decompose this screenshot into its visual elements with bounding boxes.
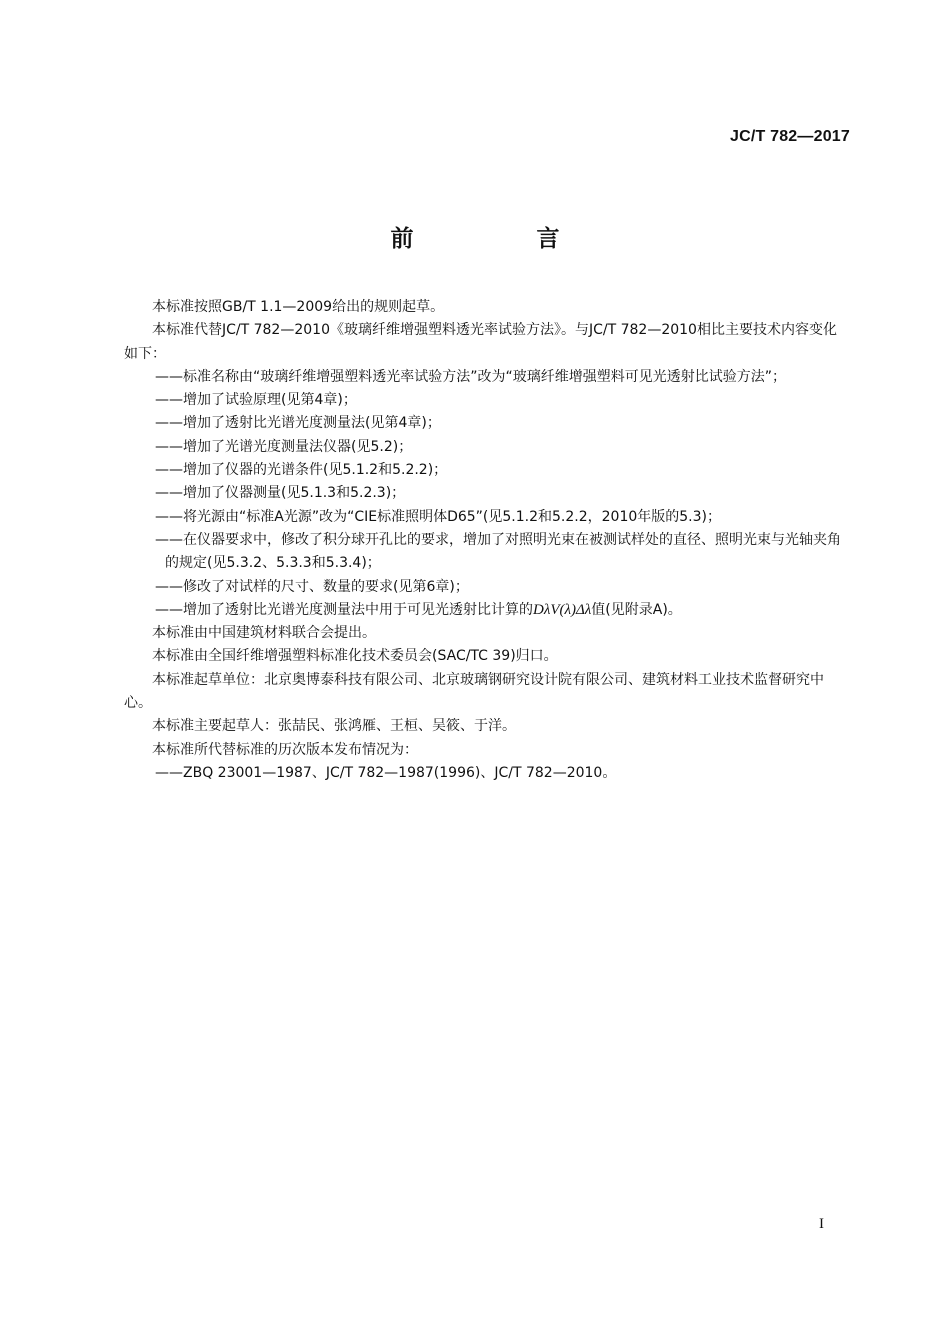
change-item: ——增加了光谱光度测量法仪器(见5.2)；	[155, 438, 413, 455]
change-item: ——增加了仪器测量(见5.1.3和5.2.3)；	[155, 485, 406, 502]
administration-paragraph: 本标准由全国纤维增强塑料标准化技术委员会(SAC/TC 39)归口。	[152, 648, 558, 665]
history-intro-paragraph: 本标准所代替标准的历次版本发布情况为：	[152, 741, 418, 758]
drafting-units-paragraph: 本标准起草单位：北京奥博泰科技有限公司、北京玻璃钢研究设计院有限公司、建筑材料工业技术监督研究中心。	[124, 671, 824, 712]
replacement-paragraph: 本标准代替JC/T 782—2010《玻璃纤维增强塑料透光率试验方法》。与JC/T 782—2010相比主要技术内容变化如下：	[124, 322, 837, 362]
change-item: ——修改了对试样的尺寸、数量的要求(见第6章)；	[155, 578, 469, 595]
drafting-rules-paragraph: 本标准按照GB/T 1.1—2009给出的规则起草。	[152, 299, 445, 315]
change-item: ——增加了仪器的光谱条件(见5.1.2和5.2.2)；	[155, 462, 448, 479]
document-body	[124, 296, 850, 785]
standard-code: JC/T 782—2017	[729, 128, 850, 145]
page-number: I	[819, 1216, 824, 1232]
change-item-suffix: 值(见附录A)。	[591, 601, 682, 618]
change-item: ——在仪器要求中，修改了积分球开孔比的要求，增加了对照明光束在被测试样处的直径、照明光束与光轴夹角的规定(见5.3.2、5.3.3和5.3.4)；	[155, 531, 841, 572]
page-title: 前 言	[390, 226, 610, 252]
change-item: ——增加了试验原理(见第4章)；	[155, 392, 357, 409]
history-item: ——ZBQ 23001—1987、JC/T 782—1987(1996)、JC/T 782—2010。	[155, 764, 617, 781]
change-item-formula	[124, 599, 850, 622]
change-item: ——标准名称由“玻璃纤维增强塑料透光率试验方法”改为“玻璃纤维增强塑料可见光透射比试验方法”；	[155, 368, 787, 385]
change-item-prefix: ——增加了透射比光谱光度测量法中用于可见光透射比计算的	[155, 601, 533, 618]
proposer-paragraph: 本标准由中国建筑材料联合会提出。	[152, 625, 376, 642]
change-item: ——增加了透射比光谱光度测量法(见第4章)；	[155, 415, 441, 432]
change-item: ——将光源由“标准A光源”改为“CIE标准照明体D65”(见5.1.2和5.2.2，2010年版的5.3)；	[155, 508, 721, 525]
drafters-paragraph: 本标准主要起草人：张喆民、张鸿雁、王桓、吴筱、于洋。	[152, 718, 516, 735]
formula-text: DλV(λ)Δλ	[533, 601, 592, 618]
